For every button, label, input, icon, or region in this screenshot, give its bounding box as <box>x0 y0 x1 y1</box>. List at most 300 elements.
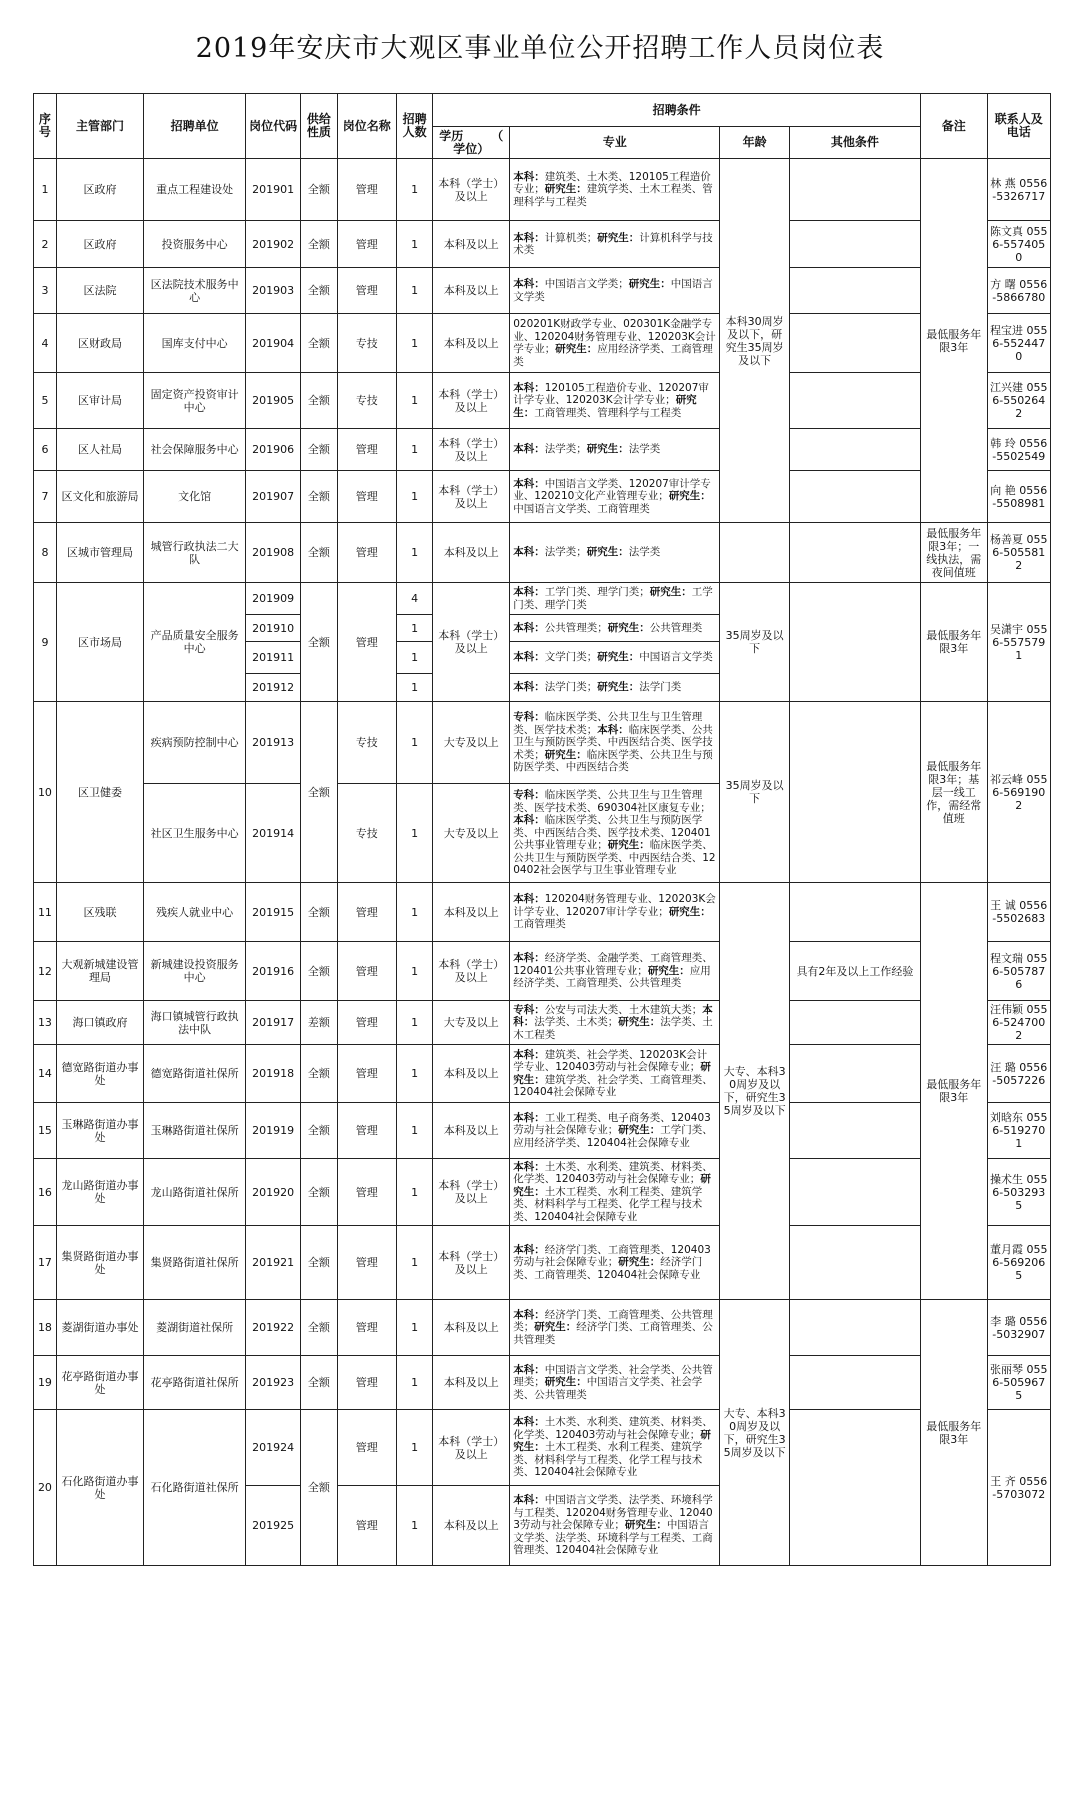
other-cell <box>789 1001 920 1045</box>
post-cell: 专技 <box>337 784 396 883</box>
major-level-label: 本科： <box>513 477 545 490</box>
table-row <box>34 1410 1051 1486</box>
edu-cell: 本科（学士）及以上 <box>433 1226 510 1300</box>
count-cell: 1 <box>396 1001 432 1045</box>
major-level-label: 研究生： <box>586 443 629 456</box>
major-level-label: 本科： <box>513 1243 545 1256</box>
major-cell <box>510 1159 720 1226</box>
count-cell: 1 <box>396 702 432 784</box>
count-cell: 1 <box>396 471 432 523</box>
major-level-label: 本科： <box>513 681 545 694</box>
major-text: 建筑学类、社会学类、工商管理类、120404社会保障专业 <box>513 1073 713 1098</box>
table-row <box>34 1103 1051 1159</box>
remark-cell: 最低服务年限3年；一线执法，需夜间值班 <box>920 523 987 583</box>
code-cell: 201903 <box>246 268 301 314</box>
major-cell <box>510 702 720 784</box>
major-text: 120105工程造价专业、120207审计学专业、120203K会计学专业； <box>513 381 709 407</box>
count-cell: 1 <box>396 1159 432 1226</box>
contact-cell: 汪 璐 0556-5057226 <box>987 1045 1051 1103</box>
major-level-label: 本科： <box>513 621 545 634</box>
major-text: 文学门类； <box>544 651 598 664</box>
edu-cell: 本科（学士）及以上 <box>433 1410 510 1486</box>
post-cell: 管理 <box>337 1001 396 1045</box>
major-text: 经济学门类、工商管理类、公共管理类 <box>513 1321 713 1346</box>
count-cell: 1 <box>396 523 432 583</box>
major-cell <box>510 1486 720 1566</box>
major-text: 经济学门类、工商管理类、公共管理类； <box>513 1308 713 1334</box>
edu-cell: 大专及以上 <box>433 784 510 883</box>
seq-cell: 11 <box>34 883 57 942</box>
unit-cell: 重点工程建设处 <box>144 159 246 221</box>
major-level-label: 本科： <box>513 443 545 456</box>
header-other: 其他条件 <box>789 127 920 159</box>
header-age: 年龄 <box>720 127 790 159</box>
major-cell <box>510 1300 720 1356</box>
contact-cell: 韩 玲 0556-5502549 <box>987 429 1051 471</box>
edu-cell: 本科及以上 <box>433 883 510 942</box>
code-cell: 201917 <box>246 1001 301 1045</box>
table-row <box>34 373 1051 429</box>
code-cell: 201904 <box>246 314 301 373</box>
code-cell: 201902 <box>246 221 301 268</box>
major-level-label: 研究生： <box>513 1173 711 1198</box>
funding-cell: 全额 <box>301 1300 337 1356</box>
funding-cell: 全额 <box>301 523 337 583</box>
major-text: 法学门类 <box>639 681 682 694</box>
major-text: 中国语言文学类、法学类、环境科学与工程类、120204财务管理专业、120403劳动与社会保障专业； <box>513 1494 713 1532</box>
major-text: 临床医学类、公共卫生与预防医学类、中西医结合类、医学技术类； <box>513 723 713 761</box>
major-level-label: 研究生： <box>618 1124 661 1137</box>
remark-cell: 最低服务年限3年 <box>920 883 987 1300</box>
code-cell: 201907 <box>246 471 301 523</box>
major-cell <box>510 471 720 523</box>
major-text: 应用经济学类、工商管理类、公共管理类 <box>513 964 711 990</box>
remark-cell: 最低服务年限3年 <box>920 159 987 523</box>
major-cell <box>510 642 720 674</box>
other-cell <box>789 702 920 883</box>
code-cell: 201916 <box>246 942 301 1001</box>
dept-cell: 区卫健委 <box>56 702 143 883</box>
major-level-label: 本科： <box>513 952 545 965</box>
major-cell <box>510 674 720 702</box>
major-level-label: 本科： <box>513 381 545 394</box>
edu-cell: 本科（学士）及以上 <box>433 373 510 429</box>
other-cell <box>789 1103 920 1159</box>
major-text: 法学类、土木类； <box>534 1016 619 1029</box>
major-text: 中国语言文学类、工商管理类 <box>513 502 650 515</box>
dept-cell: 花亭路街道办事处 <box>56 1356 143 1410</box>
major-cell <box>510 1226 720 1300</box>
other-cell <box>789 429 920 471</box>
seq-cell: 10 <box>34 702 57 883</box>
funding-cell: 全额 <box>301 373 337 429</box>
unit-cell: 德宽路街道社保所 <box>144 1045 246 1103</box>
major-text: 工学门类、理学门类 <box>513 586 713 611</box>
post-cell: 管理 <box>337 942 396 1001</box>
code-cell: 201915 <box>246 883 301 942</box>
seq-cell: 20 <box>34 1410 57 1566</box>
unit-cell: 疾病预防控制中心 <box>144 702 246 784</box>
post-cell: 专技 <box>337 702 396 784</box>
major-level-label: 本科： <box>513 278 545 290</box>
post-cell: 管理 <box>337 159 396 221</box>
funding-cell: 全额 <box>301 268 337 314</box>
funding-cell: 全额 <box>301 221 337 268</box>
major-text: 公共管理类； <box>544 621 608 634</box>
major-cell <box>510 883 720 942</box>
table-row <box>34 1300 1051 1356</box>
dept-cell: 龙山路街道办事处 <box>56 1159 143 1226</box>
major-text: 工学门类、应用经济学类、120404社会保障专业 <box>513 1124 713 1149</box>
funding-cell: 全额 <box>301 429 337 471</box>
major-level-label: 本科： <box>513 1111 545 1124</box>
contact-cell: 陈文真 0556-5574050 <box>987 221 1051 268</box>
seq-cell: 17 <box>34 1226 57 1300</box>
count-cell: 1 <box>396 268 432 314</box>
edu-cell: 本科（学士）及以上 <box>433 159 510 221</box>
funding-cell: 全额 <box>301 942 337 1001</box>
major-cell <box>510 784 720 883</box>
major-level-label: 本科： <box>513 1160 545 1173</box>
header-edu: 学历 （ 学位） <box>433 127 510 159</box>
other-cell <box>789 159 920 221</box>
dept-cell: 区市场局 <box>56 583 143 702</box>
count-cell: 1 <box>396 314 432 373</box>
major-level-label: 本科： <box>513 546 545 559</box>
header-dept: 主管部门 <box>56 94 143 159</box>
major-level-label: 本科： <box>513 1416 545 1429</box>
major-cell <box>510 1356 720 1410</box>
other-cell <box>789 1159 920 1226</box>
contact-cell: 王 齐 0556-5703072 <box>987 1410 1051 1566</box>
code-cell: 201920 <box>246 1159 301 1226</box>
major-level-label: 研究生： <box>513 394 697 419</box>
seq-cell: 12 <box>34 942 57 1001</box>
other-cell <box>789 373 920 429</box>
major-level-label: 研究生： <box>597 681 640 694</box>
major-text: 计算机类； <box>544 231 598 244</box>
remark-cell: 最低服务年限3年；基层一线工作，需经常值班 <box>920 702 987 883</box>
unit-cell: 投资服务中心 <box>144 221 246 268</box>
post-cell: 管理 <box>337 1226 396 1300</box>
code-cell: 201921 <box>246 1226 301 1300</box>
major-text: 法学类 <box>628 546 661 559</box>
count-cell: 1 <box>396 1103 432 1159</box>
code-cell: 201924 <box>246 1410 301 1486</box>
table-row <box>34 523 1051 583</box>
code-cell: 201913 <box>246 702 301 784</box>
contact-cell: 操术生 0556-5032935 <box>987 1159 1051 1226</box>
dept-cell: 区残联 <box>56 883 143 942</box>
funding-cell: 全额 <box>301 314 337 373</box>
major-text: 土木类、水利类、建筑类、材料类、化学类、120403劳动与社会保障专业； <box>513 1160 713 1186</box>
table-row <box>34 429 1051 471</box>
unit-cell: 文化馆 <box>144 471 246 523</box>
header-unit: 招聘单位 <box>144 94 246 159</box>
contact-cell: 吴潇宇 0556-5575791 <box>987 583 1051 702</box>
post-cell: 专技 <box>337 373 396 429</box>
header-row <box>34 94 1051 127</box>
code-cell: 201908 <box>246 523 301 583</box>
major-cell <box>510 1410 720 1486</box>
contact-cell: 李 璐 0556-5032907 <box>987 1300 1051 1356</box>
count-cell: 1 <box>396 221 432 268</box>
post-cell: 管理 <box>337 429 396 471</box>
major-text: 经济学门类、工商管理类、120404社会保障专业 <box>513 1256 703 1281</box>
age-cell: 35周岁及以下 <box>720 583 790 702</box>
other-cell <box>789 523 920 583</box>
age-cell: 本科30周岁及以下，研究生35周岁及以下 <box>720 159 790 523</box>
edu-cell: 本科（学士）及以上 <box>433 942 510 1001</box>
major-level-label: 本科： <box>513 170 545 183</box>
major-level-label: 本科： <box>513 893 545 906</box>
post-cell: 管理 <box>337 1486 396 1566</box>
edu-cell: 大专及以上 <box>433 702 510 784</box>
unit-cell: 花亭路街道社保所 <box>144 1356 246 1410</box>
major-level-label: 专科： <box>513 711 545 724</box>
major-level-label: 研究生： <box>649 586 692 598</box>
major-text: 经济学类、金融学类、工商管理类、120401公共事业管理专业； <box>513 952 713 977</box>
major-cell <box>510 221 720 268</box>
unit-cell: 龙山路街道社保所 <box>144 1159 246 1226</box>
code-cell: 201919 <box>246 1103 301 1159</box>
other-cell <box>789 1356 920 1410</box>
major-cell <box>510 373 720 429</box>
major-level-label: 研究生： <box>597 651 640 664</box>
unit-cell: 区法院技术服务中心 <box>144 268 246 314</box>
major-level-label: 本科： <box>513 1363 545 1376</box>
count-cell: 1 <box>396 942 432 1001</box>
count-cell: 1 <box>396 642 432 674</box>
code-cell: 201901 <box>246 159 301 221</box>
remark-cell: 最低服务年限3年 <box>920 583 987 702</box>
other-cell <box>789 1045 920 1103</box>
edu-cell: 本科及以上 <box>433 314 510 373</box>
major-text: 120204财务管理专业、120203K会计学专业、120207审计学专业； <box>513 893 716 918</box>
post-cell: 管理 <box>337 1356 396 1410</box>
major-level-label: 研究生： <box>513 1061 711 1086</box>
funding-cell: 全额 <box>301 1356 337 1410</box>
major-text: 法学类 <box>628 443 661 456</box>
table-row <box>34 268 1051 314</box>
dept-cell: 区政府 <box>56 221 143 268</box>
major-cell <box>510 523 720 583</box>
age-cell: 35周岁及以下 <box>720 702 790 883</box>
contact-cell: 向 艳 0556-5508981 <box>987 471 1051 523</box>
count-cell: 1 <box>396 615 432 642</box>
major-level-label: 研究生： <box>624 1519 667 1532</box>
other-cell <box>789 268 920 314</box>
code-cell: 201905 <box>246 373 301 429</box>
code-cell: 201922 <box>246 1300 301 1356</box>
unit-cell: 城管行政执法二大队 <box>144 523 246 583</box>
seq-cell: 19 <box>34 1356 57 1410</box>
major-level-label: 本科： <box>597 723 629 736</box>
post-cell: 管理 <box>337 1045 396 1103</box>
funding-cell: 全额 <box>301 1159 337 1226</box>
edu-cell: 本科及以上 <box>433 1103 510 1159</box>
header-remark: 备注 <box>920 94 987 159</box>
major-level-label: 本科： <box>513 1308 545 1321</box>
major-text: 中国语言文学类 <box>513 278 713 303</box>
major-text: 土木工程类、水利工程类、建筑学类、材料科学与工程类、化学工程与技术类、120404社会保障专业 <box>513 1441 703 1479</box>
dept-cell: 区人社局 <box>56 429 143 471</box>
major-cell <box>510 942 720 1001</box>
edu-cell: 本科及以上 <box>433 268 510 314</box>
header-seq: 序号 <box>34 94 57 159</box>
funding-cell: 全额 <box>301 1410 337 1566</box>
dept-cell: 集贤路街道办事处 <box>56 1226 143 1300</box>
table-row <box>34 159 1051 221</box>
header-conditions: 招聘条件 <box>433 94 921 127</box>
unit-cell: 残疾人就业中心 <box>144 883 246 942</box>
major-text: 法学门类； <box>544 681 598 694</box>
other-cell <box>789 314 920 373</box>
major-level-label: 研究生： <box>544 1376 587 1389</box>
major-text: 临床医学类、公共卫生与卫生管理类、医学技术类、690304社区康复专业； <box>513 789 711 814</box>
dept-cell: 区政府 <box>56 159 143 221</box>
code-cell: 201911 <box>246 642 301 674</box>
seq-cell: 8 <box>34 523 57 583</box>
count-cell: 1 <box>396 784 432 883</box>
table-row <box>34 583 1051 615</box>
post-cell: 管理 <box>337 268 396 314</box>
count-cell: 1 <box>396 1300 432 1356</box>
table-row <box>34 702 1051 784</box>
post-cell: 管理 <box>337 883 396 942</box>
contact-cell: 汪伟颖 0556-5247002 <box>987 1001 1051 1045</box>
major-text: 中国语言文学类、社会学类、公共管理类； <box>513 1363 713 1389</box>
unit-cell: 菱湖街道社保所 <box>144 1300 246 1356</box>
major-text: 中国语言文学类； <box>544 278 629 290</box>
other-cell <box>789 1226 920 1300</box>
seq-cell: 16 <box>34 1159 57 1226</box>
unit-cell: 海口镇城管行政执法中队 <box>144 1001 246 1045</box>
major-level-label: 研究生： <box>607 621 650 634</box>
major-text: 临床医学类、公共卫生与预防医学类、中西医结合类、医学技术类、120401公共事业管理专业； <box>513 814 711 852</box>
table-row <box>34 221 1051 268</box>
remark-cell: 最低服务年限3年 <box>920 1300 987 1566</box>
seq-cell: 1 <box>34 159 57 221</box>
code-cell: 201906 <box>246 429 301 471</box>
major-text: 公共管理类 <box>649 621 703 634</box>
seq-cell: 4 <box>34 314 57 373</box>
seq-cell: 5 <box>34 373 57 429</box>
funding-cell: 全额 <box>301 471 337 523</box>
major-text: 中国语言文学类、120207审计学专业、120210文化产业管理专业； <box>513 477 711 503</box>
recruitment-table <box>33 93 1051 1566</box>
major-text: 工学门类、理学门类； <box>544 586 650 598</box>
table-row <box>34 1045 1051 1103</box>
major-text: 建筑类、土木类、120105工程造价专业； <box>513 170 711 196</box>
major-text: 020201K财政学专业、020301K金融学专业、120204财务管理专业、120203K会计学专业； <box>513 318 716 355</box>
seq-cell: 3 <box>34 268 57 314</box>
major-text: 应用经济学类、工商管理类 <box>513 343 713 368</box>
edu-cell: 大专及以上 <box>433 1001 510 1045</box>
major-level-label: 专科： <box>513 1003 545 1016</box>
major-level-label: 研究生： <box>586 546 629 559</box>
age-cell: 大专、本科30周岁及以下，研究生35周岁及以下 <box>720 1300 790 1566</box>
table-row <box>34 883 1051 942</box>
unit-cell: 社区卫生服务中心 <box>144 784 246 883</box>
dept-cell: 德宽路街道办事处 <box>56 1045 143 1103</box>
major-text: 建筑学类、土木工程类、管理科学与工程类 <box>513 183 713 208</box>
edu-cell: 本科及以上 <box>433 221 510 268</box>
header-contact: 联系人及电话 <box>987 94 1051 159</box>
funding-cell: 全额 <box>301 583 337 702</box>
seq-cell: 2 <box>34 221 57 268</box>
major-cell <box>510 615 720 642</box>
major-level-label: 本科： <box>513 1003 713 1029</box>
major-cell <box>510 268 720 314</box>
header-post: 岗位名称 <box>337 94 396 159</box>
major-cell <box>510 429 720 471</box>
funding-cell: 全额 <box>301 159 337 221</box>
count-cell: 1 <box>396 429 432 471</box>
dept-cell: 区城市管理局 <box>56 523 143 583</box>
code-cell: 201910 <box>246 615 301 642</box>
code-cell: 201912 <box>246 674 301 702</box>
code-cell: 201925 <box>246 1486 301 1566</box>
edu-cell: 本科及以上 <box>433 523 510 583</box>
contact-cell: 张丽琴 0556-5059675 <box>987 1356 1051 1410</box>
code-cell: 201914 <box>246 784 301 883</box>
dept-cell: 区审计局 <box>56 373 143 429</box>
code-cell: 201918 <box>246 1045 301 1103</box>
age-cell: 大专、本科30周岁及以下，研究生35周岁及以下 <box>720 883 790 1300</box>
contact-cell: 王 诚 0556-5502683 <box>987 883 1051 942</box>
major-text: 中国语言文学类、社会学类、公共管理类 <box>513 1376 703 1401</box>
other-cell <box>789 583 920 702</box>
major-text: 工商管理类 <box>513 918 566 931</box>
edu-cell: 本科（学士）及以上 <box>433 1159 510 1226</box>
unit-cell: 国库支付中心 <box>144 314 246 373</box>
contact-cell: 方 曙 0556-5866780 <box>987 268 1051 314</box>
other-cell <box>789 221 920 268</box>
edu-cell: 本科（学士）及以上 <box>433 583 510 702</box>
major-level-label: 本科： <box>513 1048 545 1061</box>
header-major: 专业 <box>510 127 720 159</box>
edu-cell: 本科（学士）及以上 <box>433 471 510 523</box>
unit-cell: 石化路街道社保所 <box>144 1410 246 1566</box>
other-cell <box>789 883 920 942</box>
count-cell: 1 <box>396 1410 432 1486</box>
major-level-label: 研究生： <box>544 183 587 196</box>
post-cell: 管理 <box>337 1103 396 1159</box>
major-level-label: 专科： <box>513 789 545 802</box>
major-text: 中国语言文学类、法学类、环境科学与工程类、工商管理类、120404社会保障专业 <box>513 1519 713 1557</box>
count-cell: 1 <box>396 674 432 702</box>
count-cell: 1 <box>396 373 432 429</box>
seq-cell: 18 <box>34 1300 57 1356</box>
major-text: 法学类、土木工程类 <box>513 1016 713 1041</box>
edu-cell: 本科及以上 <box>433 1356 510 1410</box>
major-level-label: 研究生： <box>628 278 671 290</box>
edu-cell: 本科（学士）及以上 <box>433 429 510 471</box>
major-text: 临床医学类、公共卫生与预防医学类、中西医结合类 <box>513 748 713 774</box>
table-row <box>34 942 1051 1001</box>
seq-cell: 6 <box>34 429 57 471</box>
contact-cell: 江兴建 0556-5502642 <box>987 373 1051 429</box>
major-level-label: 研究生： <box>618 1256 661 1269</box>
table-row <box>34 1226 1051 1300</box>
funding-cell: 全额 <box>301 883 337 942</box>
funding-cell: 全额 <box>301 1103 337 1159</box>
header-code: 岗位代码 <box>246 94 301 159</box>
count-cell: 1 <box>396 1226 432 1300</box>
post-cell: 管理 <box>337 471 396 523</box>
header-funding: 供给性质 <box>301 94 337 159</box>
